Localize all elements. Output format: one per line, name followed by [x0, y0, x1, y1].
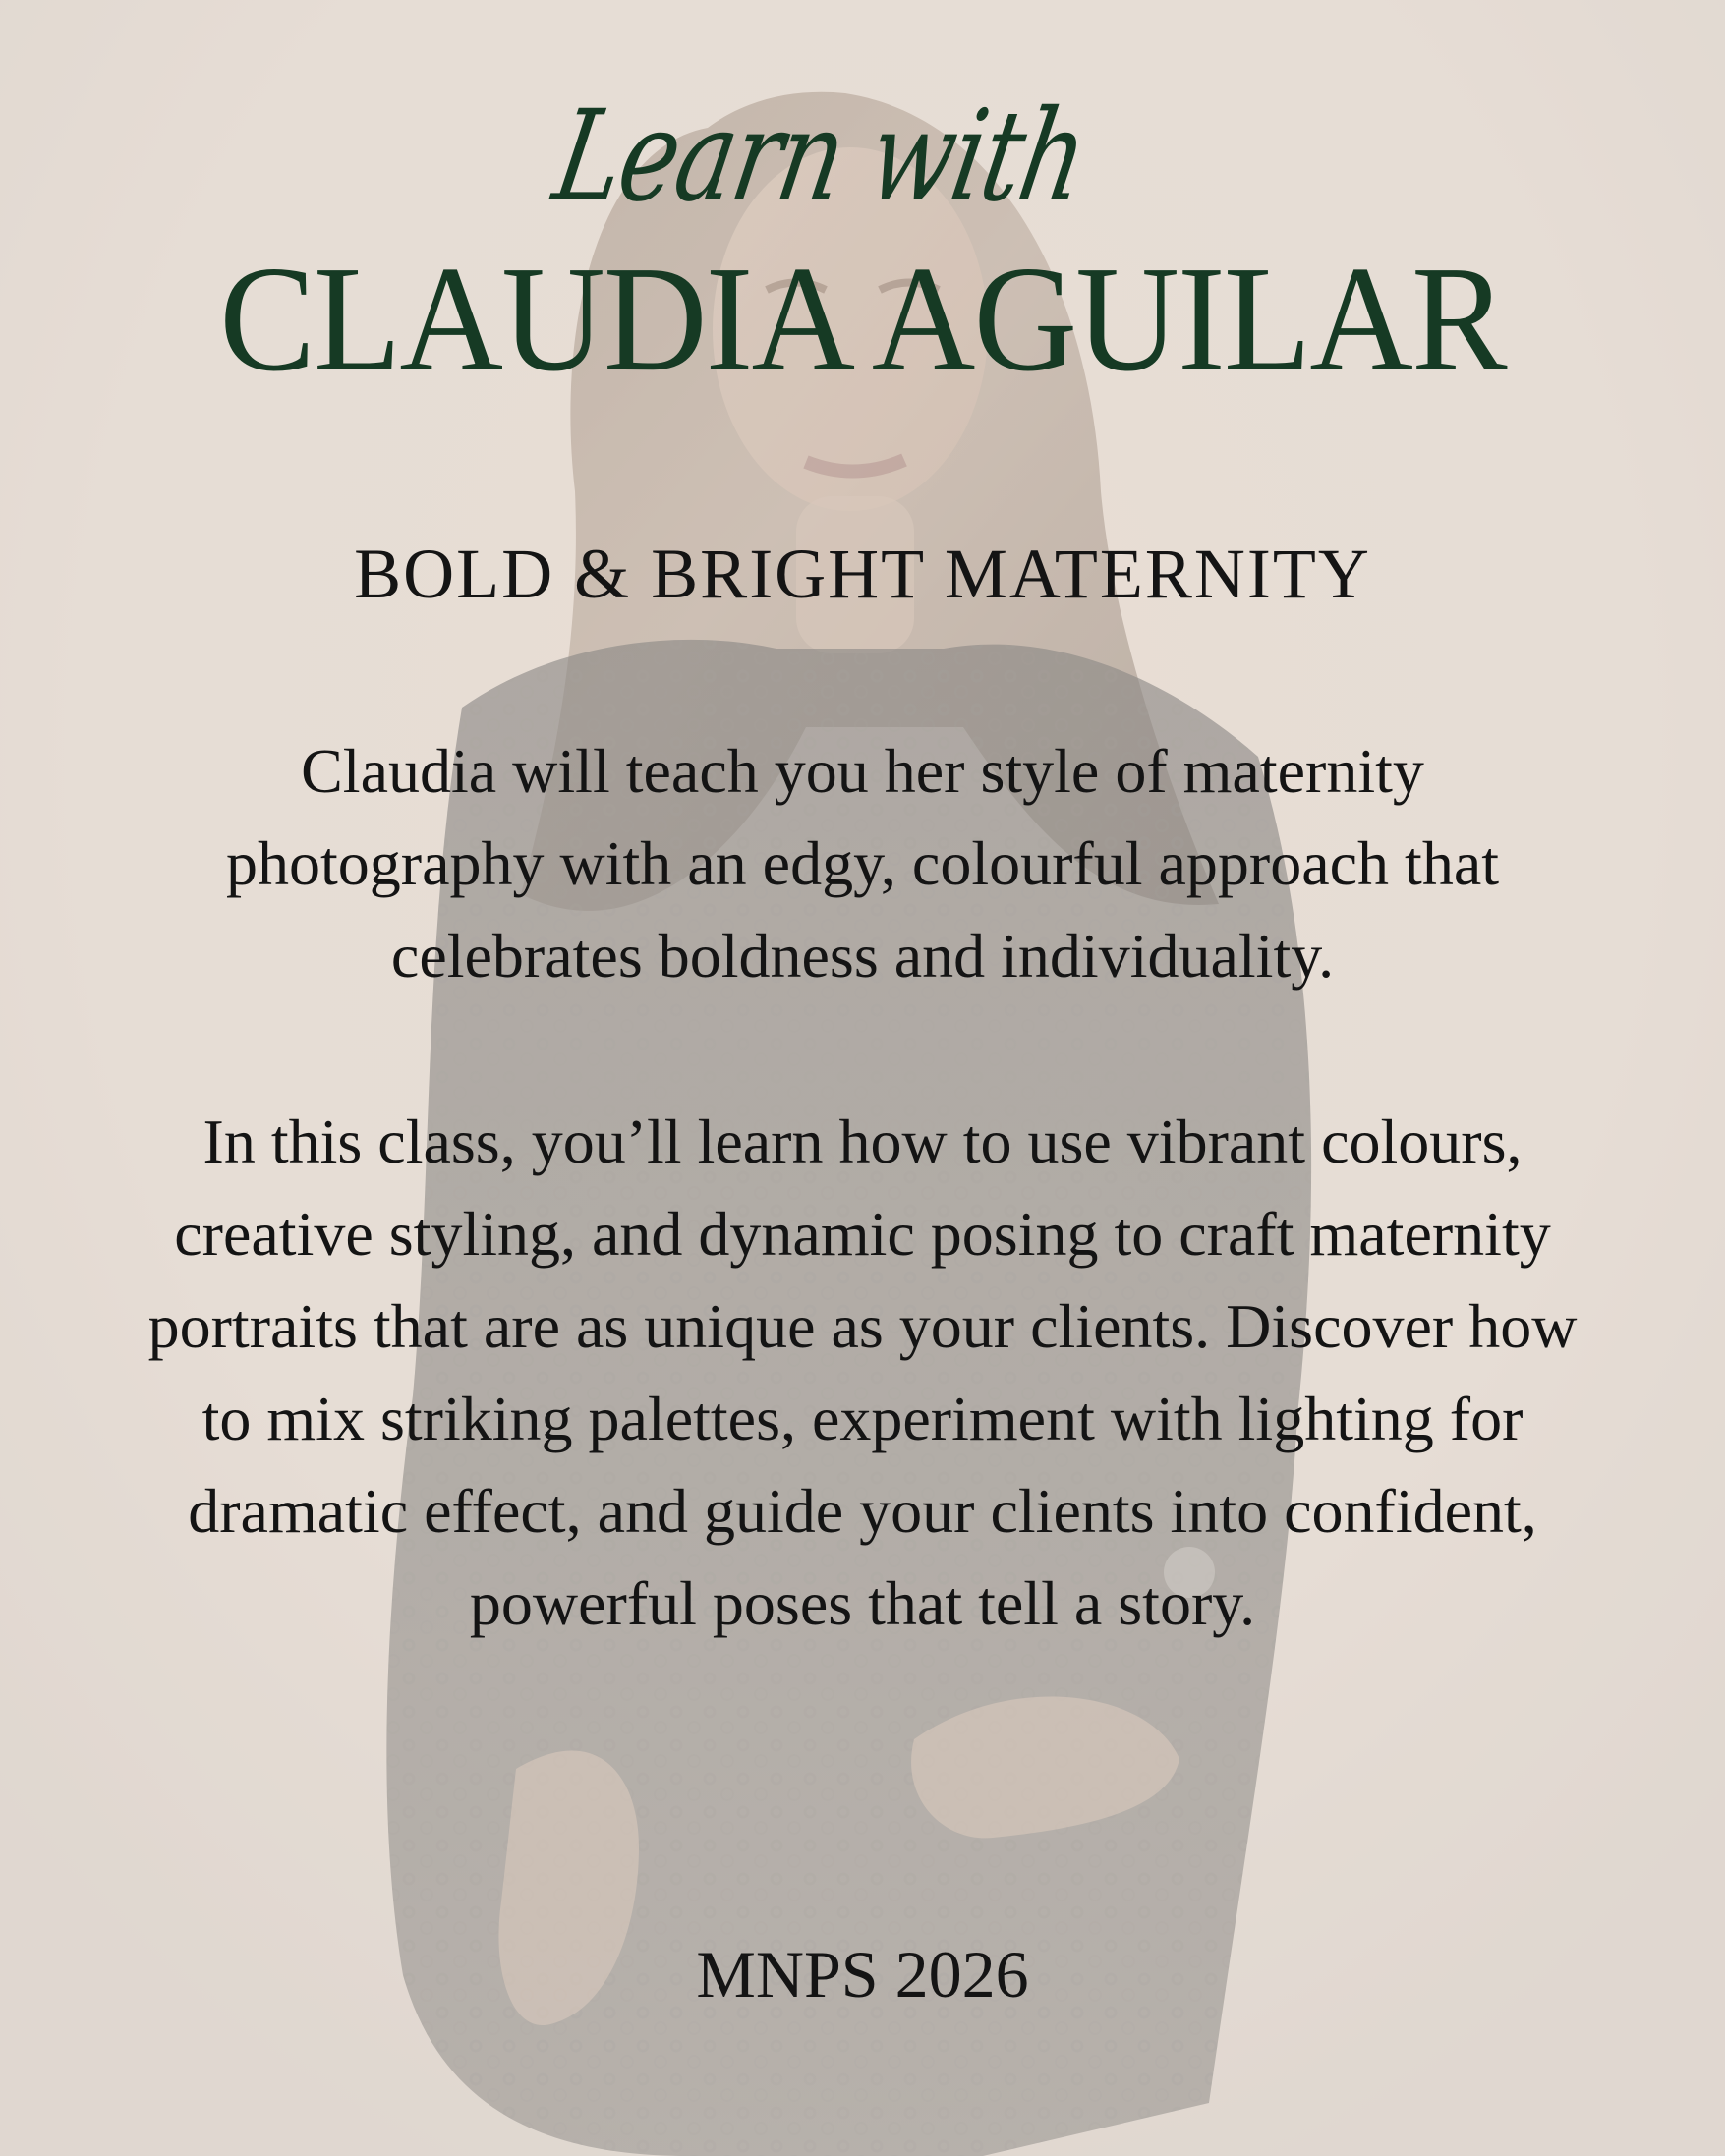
- description-paragraph: In this class, you’ll learn how to use vibrant colours, creative styling, and dynamic posing to craft maternity portraits that are as unique as your clients. Discover how to mix striking palettes, experiment with lighting for dramatic effect, and guide your clients into confident, powerful poses that tell a story.: [147, 1106, 1578, 1638]
- class-subtitle: BOLD & BRIGHT MATERNITY: [354, 535, 1371, 613]
- script-title: Learn with: [545, 84, 1097, 230]
- name-title: CLAUDIA AGUILAR: [219, 236, 1506, 403]
- event-footer: MNPS 2026: [696, 1937, 1029, 2012]
- intro-paragraph: Claudia will teach you her style of maternity photography with an edgy, colourful approach that celebrates boldness and individuality.: [225, 736, 1500, 991]
